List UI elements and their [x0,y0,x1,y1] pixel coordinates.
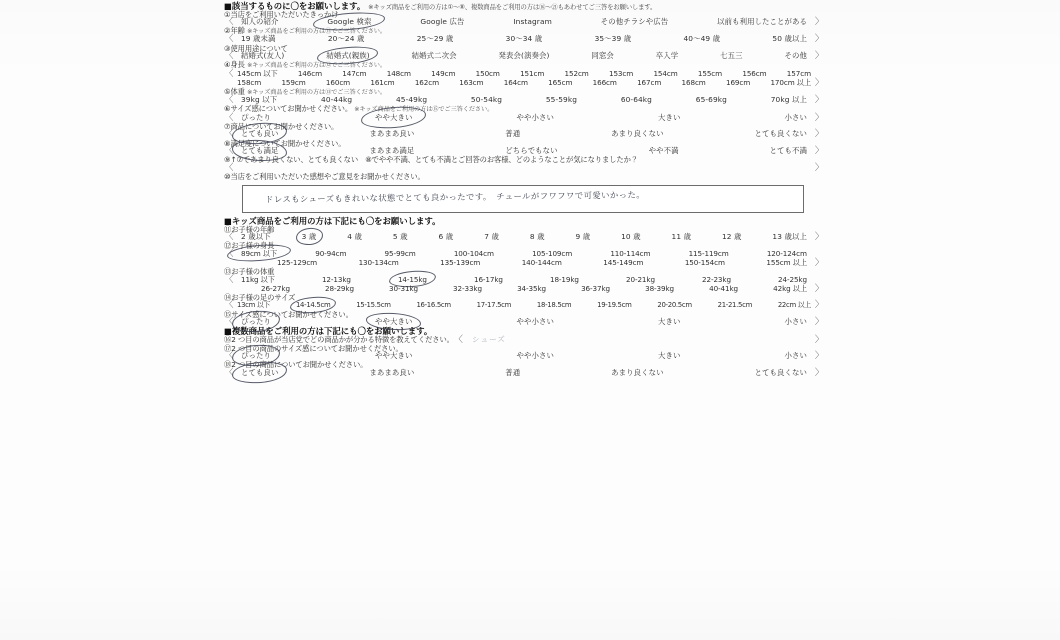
question-13-label: ⑬お子様の体重 [224,267,275,277]
option-q5-0[interactable]: 39kg 以下 [241,95,278,105]
option-q1-5[interactable]: 以前も利用したことがある [717,17,807,26]
option-q11-3[interactable]: 5 歳 [392,232,408,242]
option-q11-10[interactable]: 12 歳 [721,232,742,242]
question-17-label: ⑰2 つ目の商品のサイズ感についてお聞かせください。 [224,343,403,353]
option-q1-4[interactable]: その他チラシや広告 [600,17,669,26]
option-q18-3[interactable]: あまり良くない [611,367,664,377]
option-q13-5[interactable]: 20-21kg [626,274,655,284]
option-q12-0[interactable]: 89cm 以下 [241,248,278,258]
option-q13-9[interactable]: 28-29kg [325,283,354,293]
question-4-note: ※キッズ商品をご利用の方は⑫でご三答ください。 [247,62,386,70]
option-q4-2[interactable]: 147cm [342,68,367,78]
option-q17-0[interactable]: ぴったり [241,351,271,361]
option-q2-6[interactable]: 50 歳以上 [772,34,807,44]
question-10-label: ⑩当店をご利用いただいた感想やご意見をお聞かせください。 [224,171,425,181]
option-q4-12[interactable]: 157cm [786,68,811,78]
option-q11-2[interactable]: 4 歳 [347,232,363,242]
option-q3-6[interactable]: 七五三 [720,51,743,61]
option-q12-5[interactable]: 110-114cm [610,248,651,258]
option-q7-3[interactable]: あまり良くない [611,129,664,139]
option-q8-4[interactable]: とても不満 [769,145,807,155]
option-q15-2[interactable]: やや小さい [516,316,554,326]
option-q11-11[interactable]: 13 歳以上 [772,232,807,242]
bracket-right-icon: 〉 [814,367,824,378]
option-q4-3[interactable]: 148cm [386,68,411,78]
option-q13-4[interactable]: 18-19kg [549,274,579,284]
option-q15-3[interactable]: 大きい [658,316,681,326]
option-q5-3[interactable]: 50-54kg [470,95,503,105]
question-14-label: ⑭お子様の足のサイズ [224,292,296,302]
option-q7-4[interactable]: とても良くない [754,129,807,139]
option-q12-10[interactable]: 135-139cm [440,257,481,267]
section1-heading-text: ■該当するものに〇をお願いします。 [224,1,366,11]
option-q13-0[interactable]: 11kg 以下 [241,274,275,284]
option-q4-25[interactable]: 170cm 以上 [770,77,811,87]
section3-heading: ■複数商品をご利用の方は下記にも〇をお願いします。 [224,326,433,337]
option-q1-1[interactable]: Google 検索 [327,17,372,26]
bracket-right-icon: 〉 [814,300,824,311]
option-q17-2[interactable]: やや小さい [516,351,554,361]
option-q5-2[interactable]: 45-49kg [395,95,428,105]
option-q13-14[interactable]: 38-39kg [645,283,675,293]
option-q17-3[interactable]: 大きい [658,351,681,361]
bracket-left-icon: 〈 [224,34,234,45]
option-q2-5[interactable]: 40～49 歳 [683,34,721,44]
option-q11-5[interactable]: 7 歳 [484,232,499,242]
option-q2-0[interactable]: 19 歳未満 [241,34,276,44]
option-q14-1[interactable]: 14-14.5cm [295,301,331,310]
section2-heading: ■キッズ商品をご利用の方は下記にも〇をお願いします。 [224,216,441,227]
survey-sheet [224,2,824,378]
option-q18-0[interactable]: とても良い [241,367,279,377]
bracket-left-icon: 〈 [224,248,234,259]
comment-textarea[interactable] [242,185,804,213]
option-q4-19[interactable]: 164cm [503,77,528,87]
option-q4-11[interactable]: 156cm [742,68,767,78]
option-q4-6[interactable]: 151cm [520,68,545,78]
option-q13-16[interactable]: 42kg 以上 [773,283,807,293]
option-q17-4[interactable]: 小さい [784,351,807,361]
question-6-text: ⑥サイズ感についてお聞かせください。 [224,104,353,114]
bracket-right-icon: 〉 [814,112,824,123]
question-13-options-line2 [224,285,824,294]
option-q14-5[interactable]: 18-18.5cm [536,301,572,310]
option-q13-6[interactable]: 22-23kg [702,274,731,284]
option-q4-13[interactable]: 158cm [237,77,262,87]
option-q4-16[interactable]: 161cm [370,77,395,87]
bracket-left-icon: 〈 [224,274,234,285]
option-q1-0[interactable]: 知人の紹介 [241,17,279,26]
option-q15-0[interactable]: ぴったり [241,316,271,326]
option-q13-7[interactable]: 24-25kg [778,274,807,284]
question-7-label: ⑦商品についてお聞かせください。 [224,121,339,131]
bracket-right-icon: 〉 [814,257,824,268]
bracket-left-icon: 〈 [453,334,463,345]
question-15-label: ⑮サイズ感についてお聞かせください。 [224,309,353,319]
option-q13-10[interactable]: 30-31kg [389,283,418,293]
option-q2-4[interactable]: 35～39 歳 [594,34,632,44]
option-q4-24[interactable]: 169cm [725,77,751,87]
option-q3-1[interactable]: 結婚式(親族) [326,51,370,61]
option-q6-4[interactable]: 小さい [784,112,807,122]
option-q12-7[interactable]: 120-124cm [766,248,807,258]
question-11-options [224,233,824,242]
option-q13-11[interactable]: 32-33kg [453,283,482,293]
option-q13-2[interactable]: 14-15kg [397,274,427,284]
option-q3-0[interactable]: 結婚式(友人) [241,51,285,61]
option-q5-5[interactable]: 60-64kg [620,95,652,105]
bracket-left-icon: 〈 [224,129,234,140]
section1-heading-note: ※キッズ商品をご利用の方は①～⑧、複数商品をご利用の方は⑯～㉑もあわせてご三答をお願いします。 [368,3,657,11]
bracket-left-icon: 〈 [224,300,234,311]
option-q3-7[interactable]: その他 [784,51,807,61]
option-q8-2[interactable]: どちらでもない [505,145,558,155]
question-18-label: ⑱2 つ目の商品についてお聞かせください。 [224,360,368,370]
question-9-label: ⑨↑⑦であまり良くない、とても良くない ⑧でやや不満、とても不満とご回答のお客様、どのようなことが気になりましたか？ [224,155,638,165]
option-q11-0[interactable]: 2 歳以下 [241,232,271,242]
bracket-left-icon: 〈 [224,51,234,62]
question-8-label: ⑧満足度についてお聞かせください。 [224,138,346,148]
option-q14-3[interactable]: 16-16.5cm [416,301,451,310]
bracket-left-icon: 〈 [224,232,234,243]
bracket-right-icon: 〉 [814,232,824,243]
question-6-note: ※キッズ商品をご利用の方は⑮でご三答ください。 [354,106,494,114]
question-5-text: ⑤体重 [224,86,245,96]
bracket-right-icon: 〉 [814,34,824,45]
option-q17-1[interactable]: やや大きい [375,351,413,361]
bracket-right-icon: 〉 [814,129,824,140]
bracket-left-icon: 〈 [224,17,234,27]
question-4-options-line2 [224,79,824,88]
option-q13-13[interactable]: 36-37kg [581,283,610,293]
option-q4-7[interactable]: 152cm [564,68,589,78]
bracket-right-icon: 〉 [814,316,824,327]
question-2-options [224,35,824,44]
question-16-answer[interactable]: シューズ [471,334,506,344]
option-q1-2[interactable]: Google 広告 [420,17,465,26]
question-5-label [224,88,824,96]
option-q11-1[interactable]: 3 歳 [301,232,317,242]
bracket-left-icon: 〈 [224,162,234,173]
option-q5-7[interactable]: 70kg 以上 [770,95,807,105]
option-q12-6[interactable]: 115-119cm [688,248,729,258]
bracket-right-icon: 〉 [814,334,824,345]
option-q18-4[interactable]: とても良くない [754,367,807,377]
question-14-options [224,301,824,310]
question-16-label: ⑯2 つ目の商品が当店党でどの商品かが分かる特徴を教えてください。 [224,334,454,344]
option-q6-1[interactable]: やや大きい [375,112,413,122]
question-12-options-line2 [224,259,824,268]
option-q4-1[interactable]: 146cm [297,68,322,78]
bracket-left-icon: 〈 [224,145,234,156]
option-q2-2[interactable]: 25～29 歳 [416,34,454,44]
option-q4-8[interactable]: 153cm [608,68,634,78]
option-q8-3[interactable]: やや不満 [648,145,679,155]
bracket-right-icon: 〉 [814,51,824,62]
option-q11-6[interactable]: 8 歳 [529,232,545,242]
option-q12-2[interactable]: 95-99cm [384,248,416,258]
option-q11-9[interactable]: 11 歳 [671,232,692,242]
question-3-options [224,52,824,61]
option-q3-5[interactable]: 卒入学 [655,51,679,61]
option-q4-17[interactable]: 162cm [414,77,439,87]
option-q4-10[interactable]: 155cm [697,68,723,78]
option-q6-0[interactable]: ぴったり [241,112,271,122]
bracket-left-icon: 〈 [224,112,234,123]
bracket-right-icon: 〉 [814,351,824,362]
option-q15-1[interactable]: やや大きい [375,316,413,326]
bracket-right-icon: 〉 [814,17,824,27]
option-q7-0[interactable]: とても良い [241,129,279,139]
option-q14-2[interactable]: 15-15.5cm [356,301,391,310]
option-q13-15[interactable]: 40-41kg [709,283,739,293]
option-q1-3[interactable]: Instagram [513,17,552,26]
question-11-label: ⑪お子様の年齢 [224,224,275,234]
bracket-right-icon: 〉 [814,283,824,294]
option-q5-6[interactable]: 65-69kg [695,95,727,105]
option-q14-4[interactable]: 17-17.5cm [476,301,512,310]
option-q3-2[interactable]: 結婚式二次会 [411,51,457,61]
option-q18-2[interactable]: 普通 [505,367,521,377]
question-18-options [224,369,824,378]
option-q14-6[interactable]: 19-19.5cm [597,301,632,310]
option-q8-1[interactable]: まあまあ満足 [369,145,415,155]
question-1-options [224,18,824,27]
option-q12-3[interactable]: 100-104cm [453,248,494,258]
option-q2-1[interactable]: 20～24 歳 [327,34,365,44]
bracket-left-icon: 〈 [224,367,234,378]
option-q11-8[interactable]: 10 歳 [621,232,641,242]
question-1-label: ①当店をご利用いただいたきっかけ [224,9,339,19]
option-q13-12[interactable]: 34-35kg [517,283,546,293]
option-q11-7[interactable]: 9 歳 [575,232,591,242]
bracket-right-icon: 〉 [814,145,824,156]
option-q4-14[interactable]: 159cm [281,77,306,87]
option-q12-13[interactable]: 150-154cm [684,257,725,267]
option-q4-4[interactable]: 149cm [431,68,456,78]
option-q8-0[interactable]: とても満足 [241,145,279,155]
option-q5-1[interactable]: 40-44kg [321,95,353,105]
option-q18-1[interactable]: まあまあ良い [369,367,415,377]
comment-handwritten-answer: ドレスもシューズもきれいな状態でとても良かったです。 チュールがフワフワで可愛いかった。 [264,189,646,205]
question-3-label: ③使用用途について [224,43,288,53]
option-q13-8[interactable]: 26-27kg [261,283,290,293]
bracket-right-icon: 〉 [814,162,824,173]
option-q14-8[interactable]: 21-21.5cm [717,301,753,310]
question-12-label: ⑫お子様の身長 [224,241,275,251]
option-q6-2[interactable]: やや小さい [516,112,554,122]
option-q14-7[interactable]: 20-20.5cm [657,301,692,310]
option-q4-23[interactable]: 168cm [681,77,706,87]
option-q12-9[interactable]: 130-134cm [358,257,399,267]
option-q3-4[interactable]: 同窓会 [591,51,614,61]
option-q12-11[interactable]: 140-144cm [521,257,562,267]
option-q13-3[interactable]: 16-17kg [473,274,503,284]
option-q4-21[interactable]: 166cm [592,77,617,87]
option-q7-2[interactable]: 普通 [505,129,521,139]
question-4-text: ④身長 [224,60,245,70]
option-q15-4[interactable]: 小さい [784,316,807,326]
option-q4-18[interactable]: 163cm [459,77,484,87]
option-q11-4[interactable]: 6 歳 [438,232,454,242]
option-q12-14[interactable]: 155cm 以上 [766,257,807,267]
option-q4-0[interactable]: 145cm 以下 [237,68,278,78]
bracket-left-icon: 〈 [224,95,234,106]
option-q14-0[interactable]: 13cm 以下 [237,301,271,310]
option-q12-1[interactable]: 90-94cm [315,248,347,258]
bracket-left-icon: 〈 [224,316,234,327]
option-q5-4[interactable]: 55-59kg [545,95,578,105]
option-q4-20[interactable]: 165cm [548,77,573,87]
option-q4-5[interactable]: 150cm [475,68,500,78]
bracket-left-icon: 〈 [224,351,234,362]
bracket-right-icon: 〉 [814,77,824,88]
option-q12-8[interactable]: 125-129cm [277,257,318,267]
option-q4-15[interactable]: 160cm [325,77,351,87]
option-q13-1[interactable]: 12-13kg [321,274,351,284]
option-q7-1[interactable]: まあまあ良い [369,129,415,139]
option-q12-4[interactable]: 105-109cm [532,248,573,258]
option-q2-3[interactable]: 30～34 歳 [505,34,543,44]
bracket-left-icon: 〈 [224,68,234,79]
option-q14-9[interactable]: 22cm 以上 [777,301,811,310]
question-5-note: ※キッズ商品をご利用の方は⑬でご三答ください。 [247,88,386,96]
option-q4-9[interactable]: 154cm [653,68,678,78]
question-2-text: ②年齢 [224,26,245,36]
option-q4-22[interactable]: 167cm [637,77,662,87]
option-q12-12[interactable]: 145-149cm [603,257,644,267]
question-2-note: ※キッズ商品をご利用の方は⑪でご三答ください。 [247,28,386,36]
bracket-right-icon: 〉 [814,95,824,106]
option-q3-3[interactable]: 発表会(演奏会) [498,51,550,61]
option-q6-3[interactable]: 大きい [658,112,681,122]
